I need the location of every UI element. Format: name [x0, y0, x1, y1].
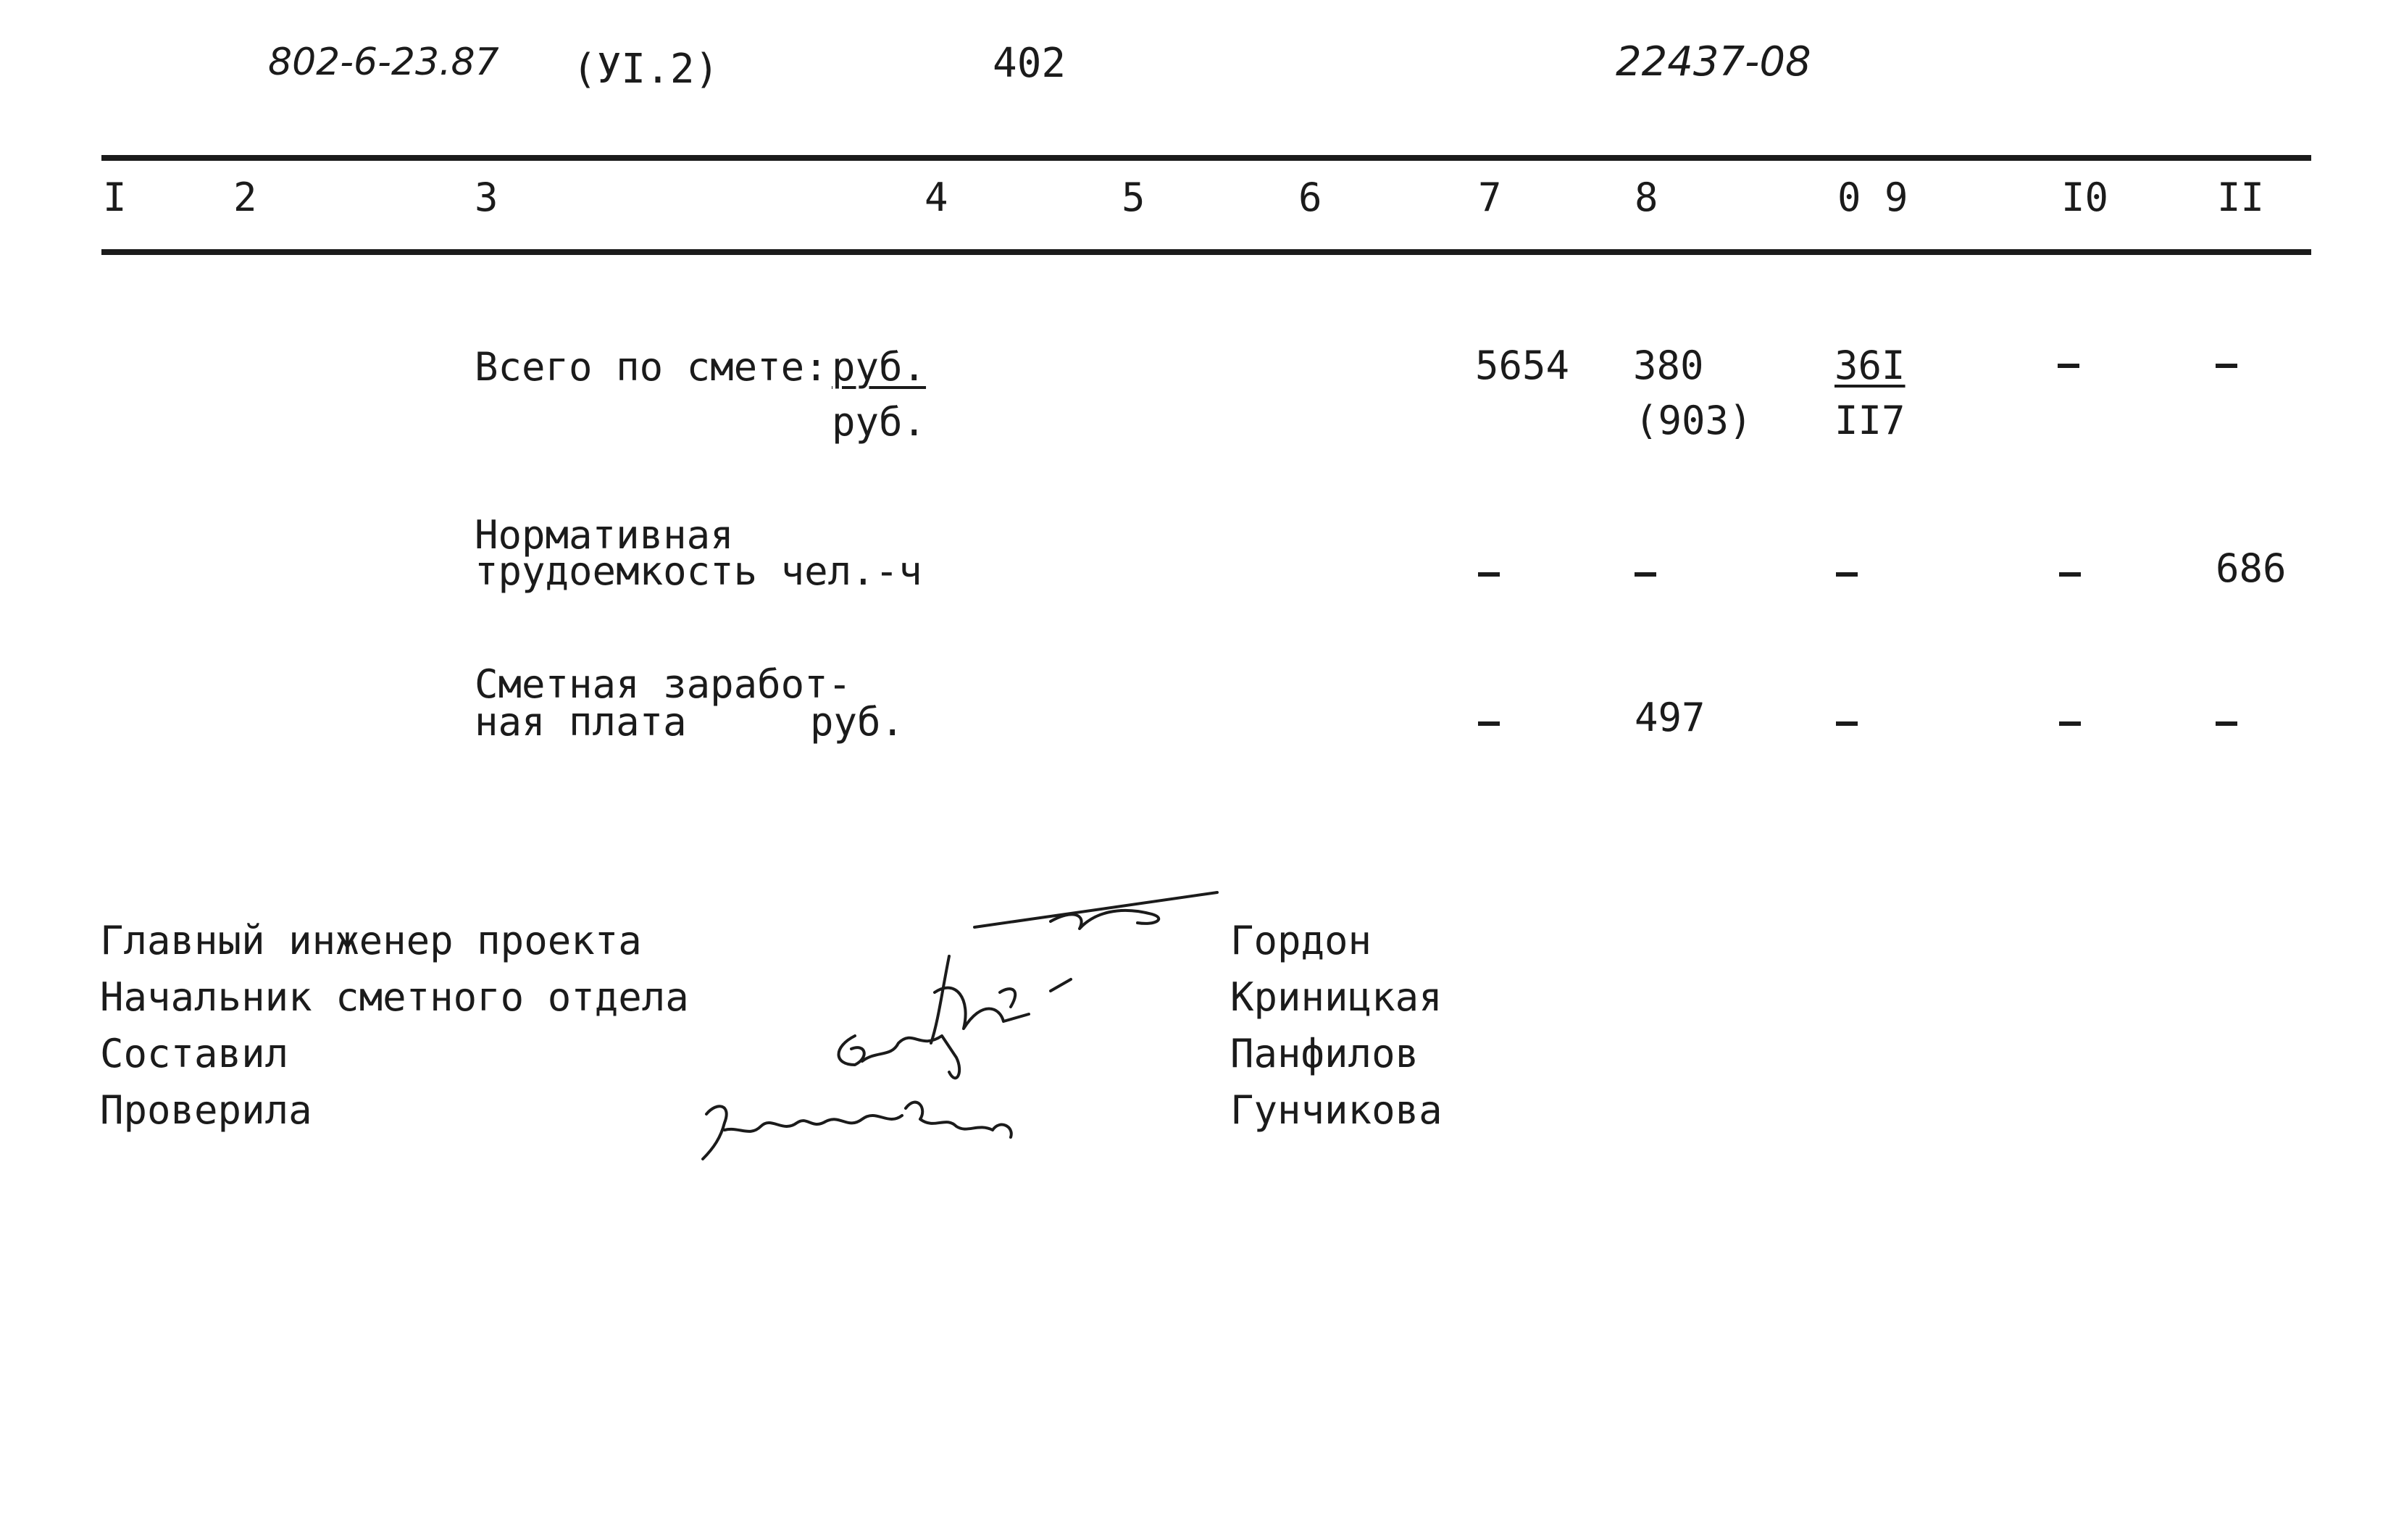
labor-col11: 686: [2216, 545, 2287, 591]
wages-col8: 497: [1635, 695, 1706, 740]
signature-title: Составил: [100, 1031, 289, 1076]
total-col7: 5654: [1475, 343, 1570, 388]
column-number: 5: [1122, 175, 1145, 220]
section-code: (УI.2): [572, 46, 719, 93]
column-number: 8: [1635, 175, 1658, 220]
page-number: 402: [993, 40, 1066, 87]
signature-name: Панфилов: [1230, 1031, 1419, 1076]
signature-name: Гунчикова: [1230, 1087, 1443, 1133]
column-number: 2: [233, 175, 257, 220]
signature-title: Проверила: [100, 1087, 312, 1133]
total-unit: руб.: [832, 344, 927, 390]
registry-number: 22437-08: [1616, 38, 1811, 85]
column-number: 4: [924, 175, 948, 220]
labor-label: Нормативная: [475, 512, 734, 558]
signature-stroke: [931, 956, 949, 1043]
labor-label-secondary: трудоемкость чел.-ч: [475, 548, 922, 594]
signature-stroke: [974, 892, 1217, 927]
signature-name: Криницкая: [1230, 974, 1443, 1020]
column-number: 3: [475, 175, 498, 220]
column-number: II: [2217, 175, 2265, 220]
column-number: I: [103, 175, 127, 220]
signature-title: Главный инженер проекта: [100, 918, 642, 963]
column-number: 7: [1478, 175, 1502, 220]
total-col9: 36I: [1834, 343, 1905, 388]
total-unit-secondary: руб.: [832, 399, 927, 445]
total-col8-secondary: (903): [1635, 398, 1753, 443]
column-number: 6: [1298, 175, 1322, 220]
wages-unit: руб.: [810, 699, 905, 745]
signature-stroke: [1000, 979, 1071, 1007]
column-number: I0: [2061, 175, 2109, 220]
total-col9-secondary: II7: [1834, 398, 1905, 443]
wages-label: Сметная заработ-: [475, 661, 852, 707]
signature-name: Гордон: [1230, 918, 1372, 963]
wages-label-secondary: ная плата: [475, 699, 687, 745]
signature-stroke: [839, 1036, 960, 1078]
total-label: Всего по смете:: [475, 344, 828, 390]
total-col8: 380: [1633, 343, 1704, 388]
signature-title: Начальник сметного отдела: [100, 974, 689, 1020]
column-number: 0 9: [1837, 175, 1908, 220]
signature-stroke: [703, 1102, 1011, 1159]
document-code: 802-6-23.87: [268, 41, 499, 84]
